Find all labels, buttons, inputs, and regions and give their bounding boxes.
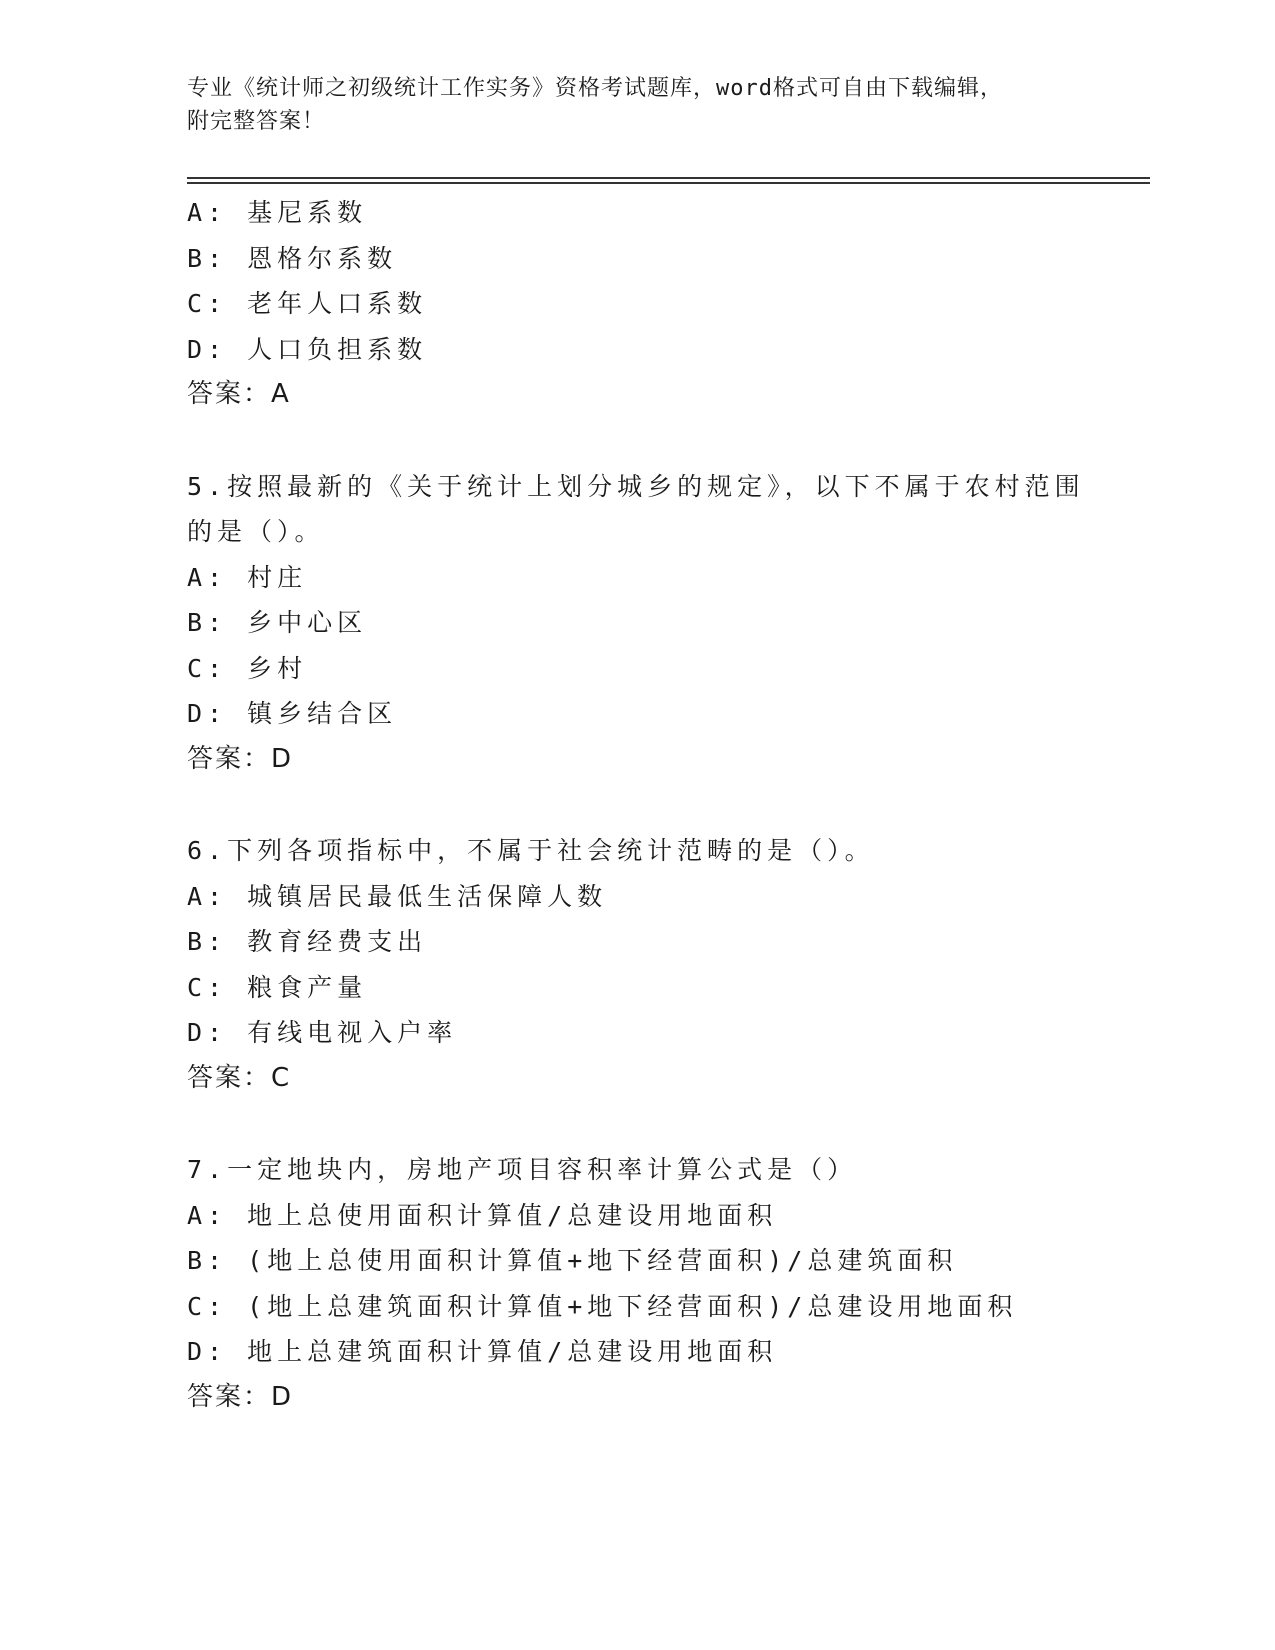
option-c: C: 老年人口系数 (187, 289, 428, 318)
option-d: D: 地上总建筑面积计算值/总建设用地面积 (187, 1337, 778, 1366)
answer: 答案：D (187, 743, 294, 774)
header-line-1: 专业《统计师之初级统计工作实务》资格考试题库，word格式可自由下载编辑， (187, 76, 1003, 101)
header-divider-bottom (187, 182, 1150, 184)
question-stem-continued: 的是（）。 (187, 517, 325, 546)
option-a: A: 基尼系数 (187, 198, 368, 227)
question-stem: 6.下列各项指标中，不属于社会统计范畴的是（）。 (187, 836, 875, 865)
document-header (187, 72, 1067, 138)
question-4 (187, 190, 1087, 418)
option-c: C: 乡村 (187, 653, 308, 683)
option-a: A: 村庄 (187, 562, 308, 592)
option-b: B: (地上总使用面积计算值+地下经营面积)/总建筑面积 (187, 1246, 958, 1275)
option-a: A: 地上总使用面积计算值/总建设用地面积 (187, 1200, 778, 1230)
header-divider-top (187, 177, 1150, 179)
question-5 (187, 464, 1087, 783)
option-b: B: 乡中心区 (187, 608, 368, 637)
option-b: B: 教育经费支出 (187, 927, 428, 956)
answer: 答案：C (187, 1062, 292, 1093)
answer: 答案：D (187, 1381, 294, 1412)
option-b: B: 恩格尔系数 (187, 243, 398, 273)
option-c: C: (地上总建筑面积计算值+地下经营面积)/总建设用地面积 (187, 1291, 1018, 1321)
header-line-2: 附完整答案！ (187, 109, 326, 134)
question-stem: 7.一定地块内，房地产项目容积率计算公式是（） (187, 1155, 858, 1184)
question-list (187, 190, 1087, 1420)
option-d: D: 有线电视入户率 (187, 1018, 458, 1047)
question-stem: 5.按照最新的《关于统计上划分城乡的规定》，以下不属于农村范围 (187, 471, 1085, 501)
option-a: A: 城镇居民最低生活保障人数 (187, 881, 608, 911)
question-6 (187, 828, 1087, 1101)
option-d: D: 人口负担系数 (187, 334, 428, 364)
option-c: C: 粮食产量 (187, 972, 368, 1002)
answer: 答案：A (187, 379, 291, 409)
question-7 (187, 1147, 1087, 1420)
option-d: D: 镇乡结合区 (187, 699, 398, 728)
